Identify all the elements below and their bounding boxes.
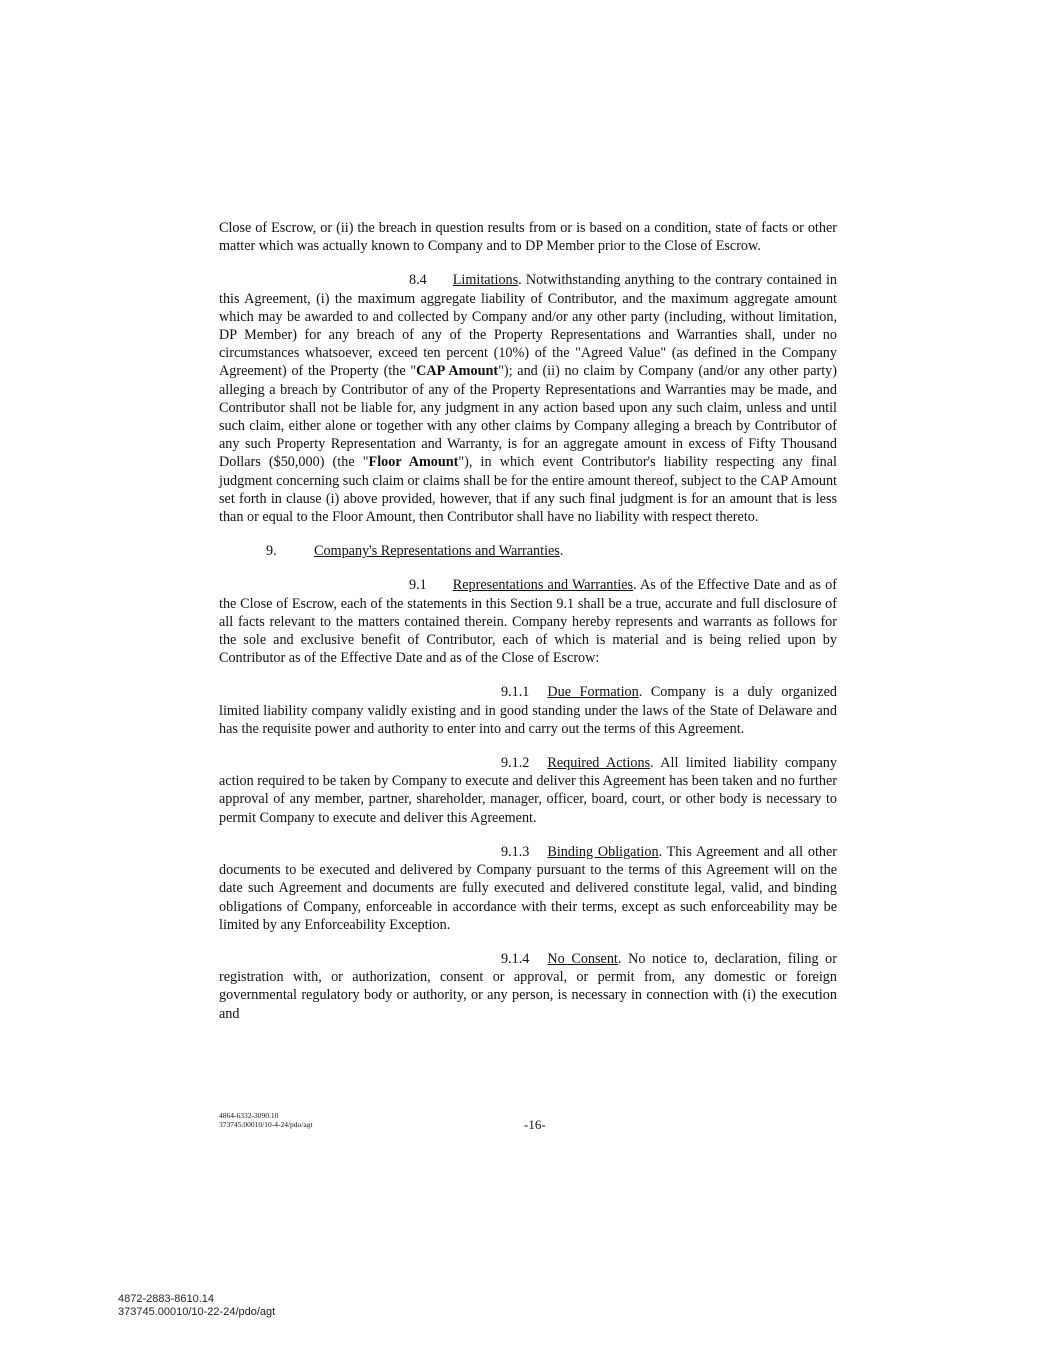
section-title: Limitations [452, 272, 519, 289]
section-title: Binding Obligation [547, 843, 659, 860]
section-9-1-representations: 9.1 Representations and Warranties. As of the Effective Date and as of the Close of Escrow, each of the statements in this Section 9.1 shall be a true, accurate and full disclosure of all facts relevant to the matters contained therein. Company hereby represents and warrants as follows for the sole and exclusive benefit of Contributor, each of which is material and is being relied upon by Contributor as of the Effective Date and as of the Close of Escrow: [219, 577, 837, 667]
page-number: -16- [524, 1117, 546, 1132]
section-9-1-4-no-consent: 9.1.4 No Consent. No notice to, declaration, filing or registration with, or authorization, consent or approval, or permit from, any domestic or foreign governmental regulatory body or authority, or any person, is necessary in connection with (i) the execution and [219, 950, 838, 1022]
section-number: 9.1.3 [501, 843, 530, 860]
continuation-paragraph: Close of Escrow, or (ii) the breach in question results from or is based on a condition, state of facts or other matter which was actually known to Company and to DP Member prior to the Close of Escrow. [219, 220, 837, 255]
document-body [219, 219, 837, 1039]
document-stamp: 4872-2883-8610.14 373745.00010/10-22-24/pdo/agt [118, 1293, 276, 1318]
section-9-1-3-binding-obligation: 9.1.3 Binding Obligation. This Agreement and all other documents to be executed and delivered by Company pursuant to the terms of this Agreement will on the date such Agreement and documents are fully executed and delivered constitute legal, valid, and binding obligations of Company, enforceable in accordance with their terms, except as such enforceability may be limited by any Enforceability Exception. [219, 843, 838, 933]
section-number: 9. [266, 543, 277, 560]
section-9-1-2-required-actions: 9.1.2 Required Actions. All limited liability company action required to be taken by Company to execute and deliver this Agreement has been taken and no further approval of any member, partner, shareholder, manager, officer, board, court, or other body is necessary to permit Company to execute and deliver this Agreement. [219, 755, 837, 826]
section-number: 8.4 [409, 272, 427, 289]
section-title: No Consent [547, 950, 618, 967]
section-number: 9.1.4 [501, 950, 530, 967]
section-number: 9.1.1 [501, 684, 530, 701]
section-8-4-limitations: 8.4 Limitations. Notwithstanding anything to the contrary contained in this Agreement, (i) the maximum aggregate liability of Contributor, and the maximum aggregate amount which may be awarded to and collected by Company and/or any other party (including, without limitation, DP Member) for any breach of any of the Property Representations and Warranties shall, under no circumstances whatsoever, exceed ten percent (10%) of the "Agreed Value" (as defined in the Company Agreement) of the Property (the "CAP Amount"); and (ii) no claim by Company (and/or any other party) alleging a breach by Contributor of any of the Property Representations and Warranties may be made, and Contributor shall not be liable for, any judgment in any action based upon any such claim, unless and until such claim, either alone or together with any other claims by Company alleging a breach by Contributor of any such Property Representation and Warranty, is for an aggregate amount in excess of Fifty Thousand Dollars ($50,000) (the "Floor Amount"), in which event Contributor's liability respecting any final judgment concerning such claim or claims shall be for the entire amount thereof, subject to the CAP Amount set forth in clause (i) above provided, however, that if any such final judgment is for an amount that is less than or equal to the Floor Amount, then Contributor shall have no liability with respect thereto. [219, 272, 837, 526]
defined-term: Floor Amount [368, 454, 459, 471]
section-title: Due Formation [547, 684, 639, 701]
section-title: Required Actions [547, 755, 651, 772]
defined-term: CAP Amount [416, 363, 499, 380]
section-9-1-1-due-formation: 9.1.1 Due Formation. Company is a duly organized limited liability company validly existing and in good standing under the laws of the State of Delaware and has the requisite power and authority to enter into and carry out the terms of this Agreement. [219, 684, 837, 737]
footer-document-id: 4864-6332-3090.10 373745.00010/10-4-24/pdo/agt [219, 1111, 313, 1129]
section-9-heading: 9. Company's Representations and Warranties. [266, 543, 564, 560]
section-number: 9.1 [409, 577, 427, 594]
section-number: 9.1.2 [501, 755, 530, 772]
section-title: Representations and Warranties [452, 577, 634, 594]
section-title: Company's Representations and Warranties [314, 543, 560, 560]
